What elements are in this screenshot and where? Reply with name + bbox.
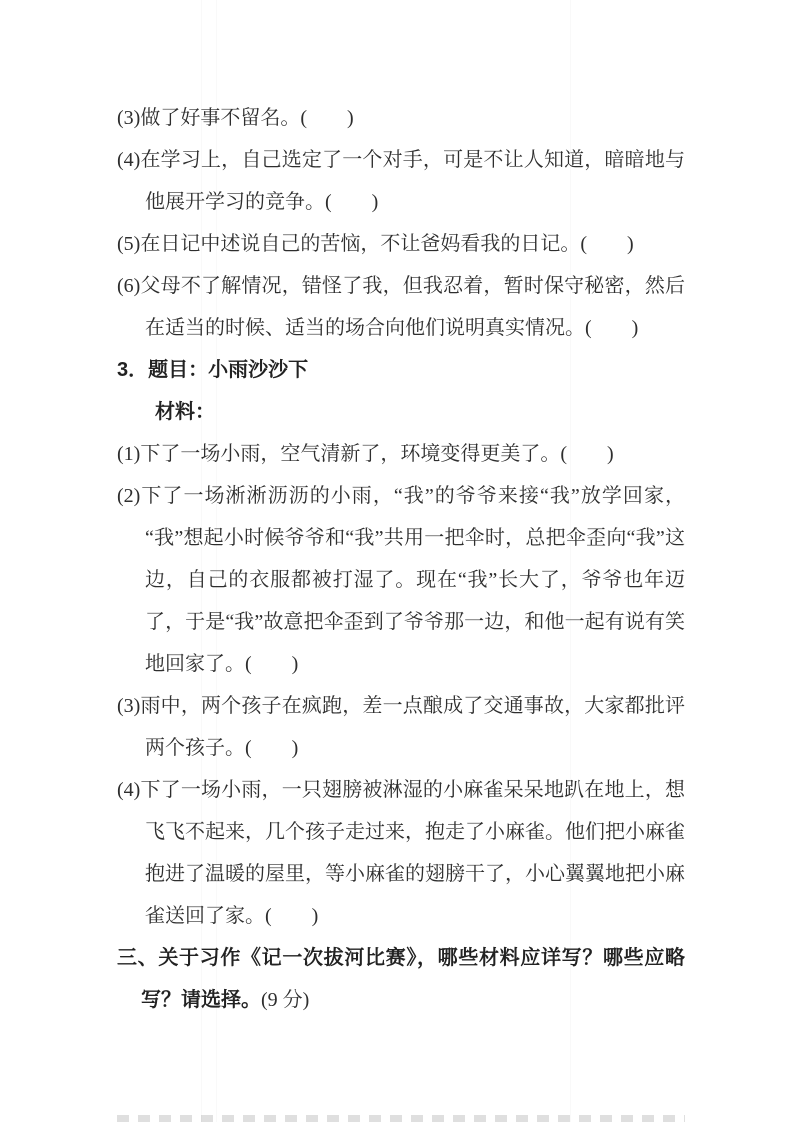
- material-item-1: (1)下了一场小雨，空气清新了，环境变得更美了。( ): [117, 443, 614, 465]
- score-label: (9 分): [261, 989, 310, 1011]
- question-item-5: (5)在日记中述说自己的苦恼，不让爸妈看我的日记。( ): [117, 233, 634, 255]
- section-heading-text: 三、关于习作《记一次拔河比赛》，哪些材料应详写？哪些应略写？请选择。: [117, 947, 685, 1011]
- question-item-4: (4)在学习上，自己选定了一个对手，可是不让人知道，暗暗地与他展开学习的竞争。( ): [117, 149, 685, 213]
- materials-label: 材料：: [155, 401, 215, 423]
- material-item-2: (2)下了一场淅淅沥沥的小雨，“我”的爷爷来接“我”放学回家，“我”想起小时候爷爷和“我”共用一把伞时，总把伞歪向“我”这边，自己的衣服都被打湿了。现在“我”长大了，爷爷也年迈了，于是“我”故意把伞歪到了爷爷那一边，和他一起有说有笑地回家了。( ): [117, 485, 685, 675]
- material-item-4: (4)下了一场小雨，一只翅膀被淋湿的小麻雀呆呆地趴在地上，想飞飞不起来，几个孩子走过来，抱走了小麻雀。他们把小麻雀抱进了温暖的屋里，等小麻雀的翅膀干了，小心翼翼地把小麻雀送回了家。( ): [117, 779, 685, 927]
- question-item-3: (3)做了好事不留名。( ): [117, 107, 354, 129]
- topic-heading: 3．题目：小雨沙沙下: [117, 359, 309, 381]
- material-item-3: (3)雨中，两个孩子在疯跑，差一点酿成了交通事故，大家都批评两个孩子。( ): [117, 695, 685, 759]
- question-item-6: (6)父母不了解情况，错怪了我，但我忍着，暂时保守秘密，然后在适当的时候、适当的场合向他们说明真实情况。( ): [117, 275, 685, 339]
- document-content: [117, 97, 685, 1021]
- section-heading: [117, 937, 685, 1021]
- clipped-next-line: [117, 1115, 685, 1122]
